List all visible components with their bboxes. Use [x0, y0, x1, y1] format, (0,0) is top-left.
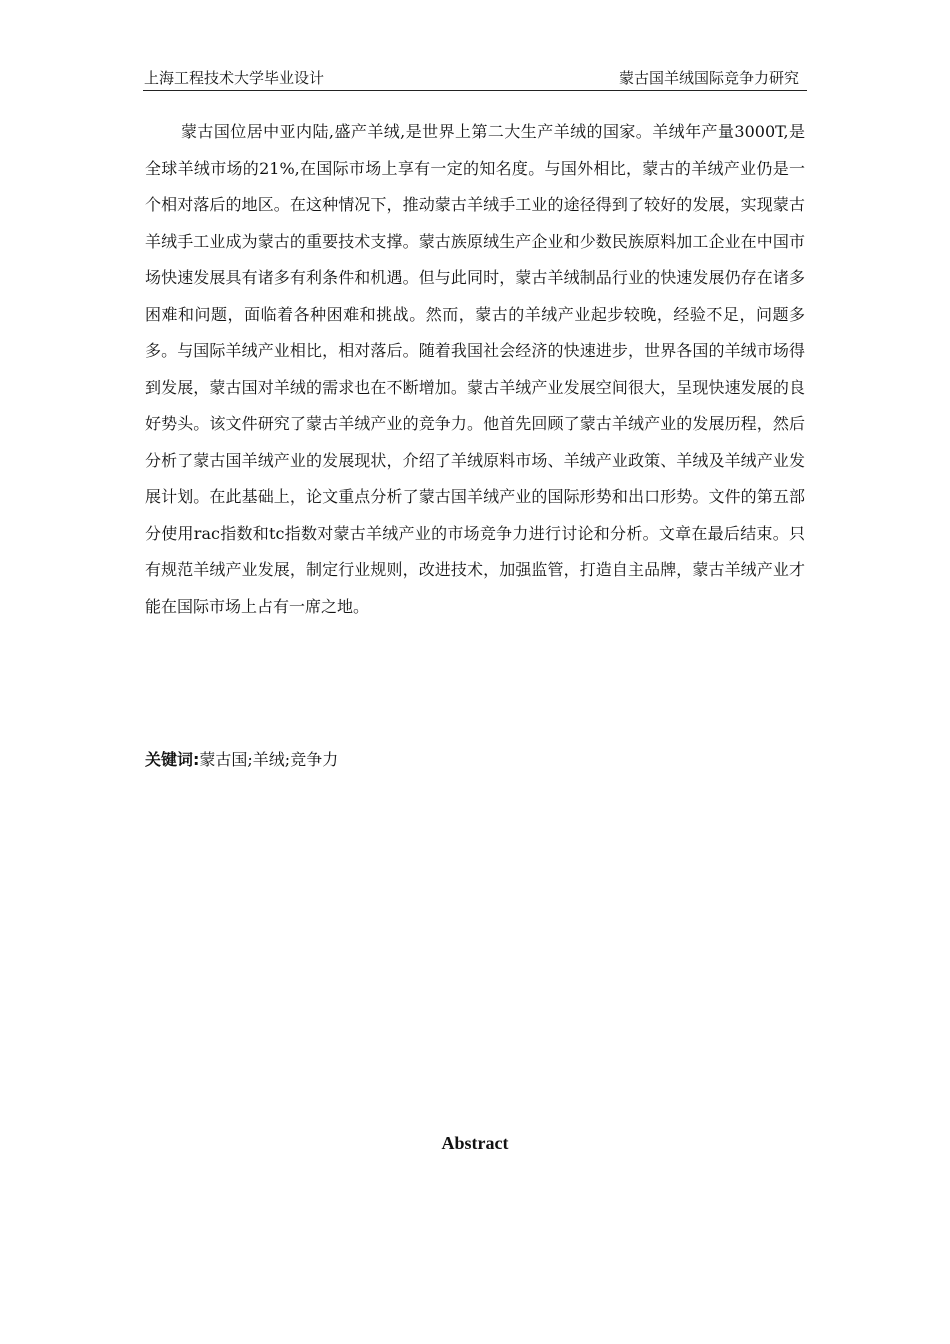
header-thesis-title: 蒙古国羊绒国际竞争力研究 [618, 69, 799, 87]
chinese-abstract-paragraph: 蒙古国位居中亚内陆,盛产羊绒,是世界上第二大生产羊绒的国家。羊绒年产量3000T,是全球羊绒市场的21%,在国际市场上享有一定的知名度。与国外相比，蒙古的羊绒产业仍是一个相对落后的地区。在这种情况下，推动蒙古羊绒手工业的途径得到了较好的发展，实现蒙古羊绒手工业成为蒙古的重要技术支撑。蒙古族原绒生产企业和少数民族原料加工企业在中国市场快速发展具有诸多有利条件和机遇。但与此同时，蒙古羊绒制品行业的快速发展仍存在诸多困难和问题，面临着各种困难和挑战。然而，蒙古的羊绒产业起步较晚，经验不足，问题多多。与国际羊绒产业相比，相对落后。随着我国社会经济的快速进步，世界各国的羊绒市场得到发展，蒙古国对羊绒的需求也在不断增加。蒙古羊绒产业发展空间很大，呈现快速发展的良好势头。该文件研究了蒙古羊绒产业的竞争力。他首先回顾了蒙古羊绒产业的发展历程，然后分析了蒙古国羊绒产业的发展现状，介绍了羊绒原料市场、羊绒产业政策、羊绒及羊绒产业发展计划。在此基础上，论文重点分析了蒙古国羊绒产业的国际形势和出口形势。文件的第五部分使用rac指数和tc指数对蒙古羊绒产业的市场竞争力进行讨论和分析。文章在最后结束。只有规范羊绒产业发展，制定行业规则，改进技术，加强监管，打造自主品牌，蒙古羊绒产业才能在国际市场上占有一席之地。 [145, 122, 805, 616]
page-header [143, 66, 807, 91]
keywords-value: 蒙古国;羊绒;竞争力 [199, 750, 339, 769]
header-university-title: 上海工程技术大学毕业设计 [144, 69, 325, 87]
english-abstract-heading: Abstract [441, 1133, 509, 1153]
keywords-line [145, 745, 805, 775]
keywords-label: 关键词: [145, 750, 200, 769]
